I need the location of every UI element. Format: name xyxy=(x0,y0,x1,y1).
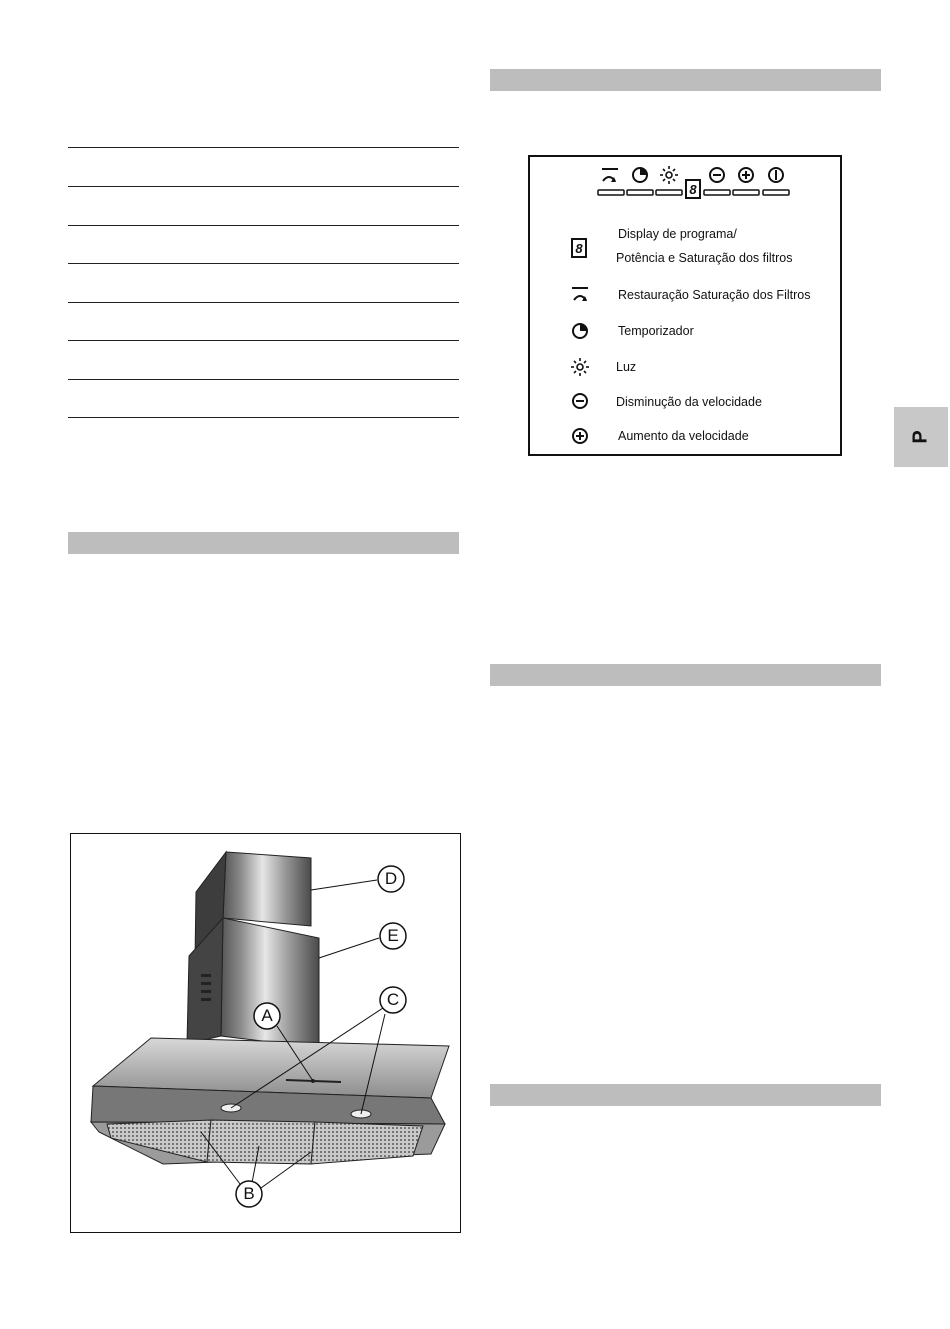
control-strip xyxy=(530,161,840,205)
table-rule xyxy=(68,417,459,418)
legend-label: Restauração Saturação dos Filtros xyxy=(618,288,811,302)
reset-filter-icon[interactable] xyxy=(598,169,624,195)
callout-b: B xyxy=(243,1184,255,1203)
svg-text:8: 8 xyxy=(689,182,697,197)
plus-icon[interactable] xyxy=(733,168,759,195)
table-rule xyxy=(68,379,459,380)
timer-icon xyxy=(570,321,590,341)
display-icon xyxy=(570,237,588,259)
table-rule xyxy=(68,147,459,148)
minus-icon xyxy=(570,391,590,411)
legend-label: Disminução da velocidade xyxy=(616,395,762,409)
table-rule xyxy=(68,225,459,226)
minus-icon[interactable] xyxy=(704,168,730,195)
table-rule xyxy=(68,263,459,264)
legend-label: Potência e Saturação dos filtros xyxy=(616,251,793,265)
section-header-band xyxy=(490,69,881,91)
light-icon[interactable] xyxy=(656,166,682,195)
svg-text:8: 8 xyxy=(575,241,583,256)
light-icon xyxy=(570,357,590,377)
grease-filter xyxy=(207,1120,315,1164)
power-icon[interactable] xyxy=(763,168,789,195)
grease-filter xyxy=(311,1122,423,1164)
legend-label: Aumento da velocidade xyxy=(618,429,749,443)
language-tab xyxy=(894,407,948,467)
section-header-band xyxy=(68,532,459,554)
timer-icon[interactable] xyxy=(627,168,653,195)
legend-label: Display de programa/ xyxy=(618,227,737,241)
callout-c: C xyxy=(386,990,400,1009)
table-rule xyxy=(68,340,459,341)
section-header-band xyxy=(490,664,881,686)
table-rule xyxy=(68,302,459,303)
table-rule xyxy=(68,186,459,187)
legend-label: Luz xyxy=(616,360,637,374)
hood-drawing xyxy=(71,834,460,1232)
language-tab-letter: P xyxy=(909,430,932,444)
display-icon xyxy=(686,180,700,198)
plus-icon xyxy=(570,426,590,446)
callout-d: D xyxy=(384,869,398,888)
callout-e: E xyxy=(387,926,399,945)
callout-a: A xyxy=(261,1006,273,1025)
section-header-band xyxy=(490,1084,881,1106)
reset-filter-icon xyxy=(570,285,590,305)
control-panel-figure xyxy=(528,155,842,456)
legend-label: Temporizador xyxy=(618,324,694,338)
hood-illustration xyxy=(70,833,461,1233)
upper-chimney xyxy=(223,852,311,926)
